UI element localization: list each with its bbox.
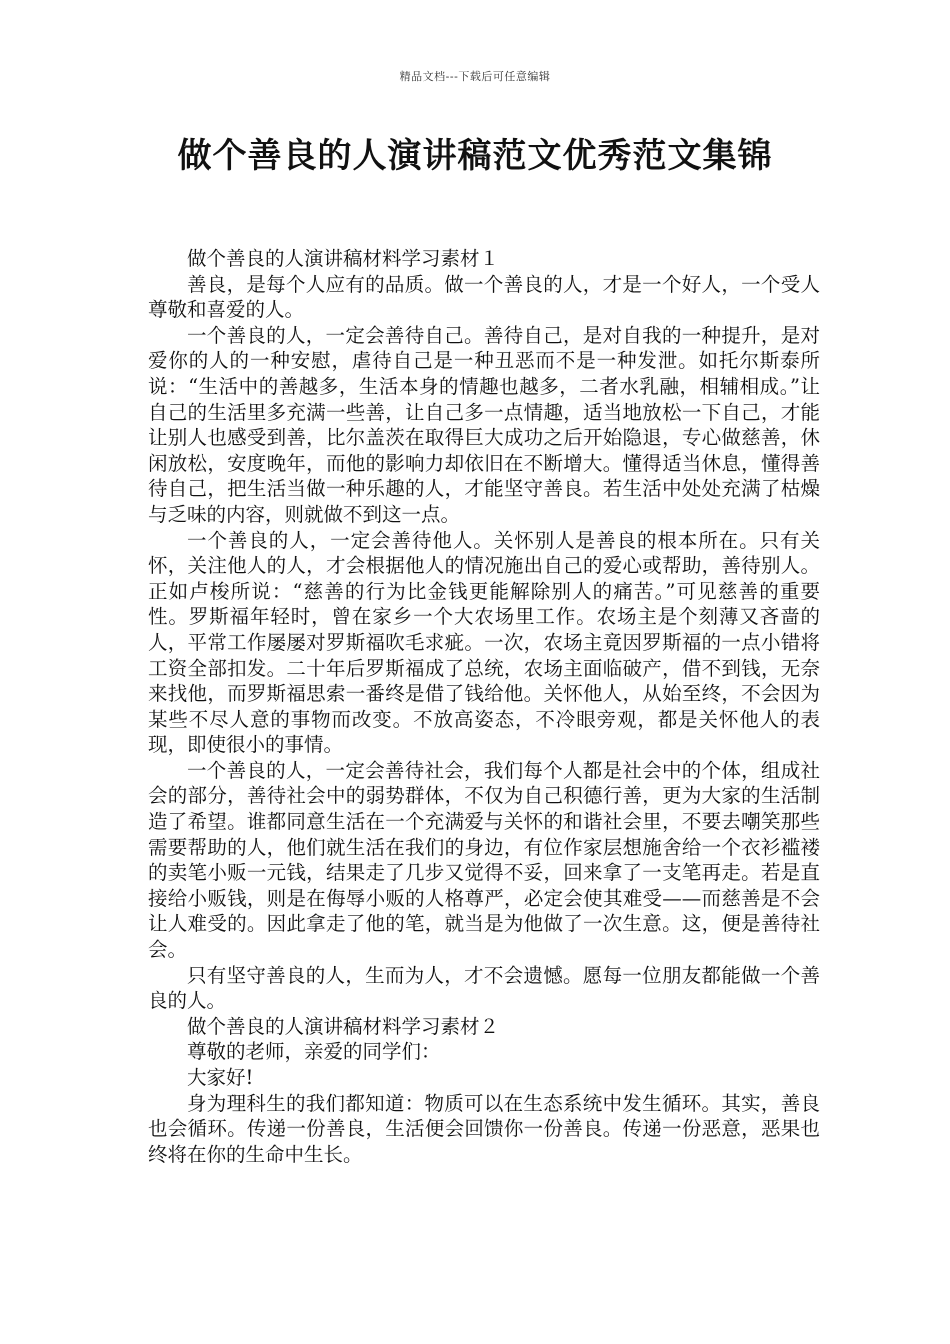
salutation: 尊敬的老师，亲爱的同学们： — [187, 1040, 441, 1064]
body-paragraph: 身为理科生的我们都知道：物质可以在生态系统中发生循环。其实，善良也会循环。传递一份善良，生活便会回馈你一份善良。传递一份恶意，恶果也终将在你的生命中生长。 — [148, 1091, 820, 1166]
header-note: 精品文档---下载后可任意编辑 — [399, 70, 551, 83]
section-heading-2: 做个善良的人演讲稿材料学习素材２ — [187, 1014, 500, 1038]
body-paragraph: 一个善良的人，一定会善待自己。善待自己，是对自我的一种提升，是对爱你的人的一种安慰，虐待自己是一种丑恶而不是一种发泄。如托尔斯泰所说：“生活中的善越多，生活本身的情趣也越多，二者水乳融，相辅相成。”让自己的生活里多充满一些善，让自己多一点情趣，适当地放松一下自己，才能让别人也感受到善，比尔盖茨在取得巨大成功之后开始隐退，专心做慈善，休闲放松，安度晚年，而他的影响力却依旧在不断增大。懂得适当休息，懂得善待自己，把生活当做一种乐趣的人，才能坚守善良。若生活中处处充满了枯燥与乏味的内容，则就做不到这一点。 — [148, 323, 820, 526]
body-paragraph: 一个善良的人，一定会善待社会，我们每个人都是社会中的个体，组成社会的部分，善待社会中的弱势群体，不仅为自己积德行善，更为大家的生活制造了希望。谁都同意生活在一个充满爱与关怀的和谐社会里，不要去嘲笑那些需要帮助的人，他们就生活在我们的身边，有位作家层想施舍给一个衣衫褴褛的卖笔小贩一元钱，结果走了几步又觉得不妥，回来拿了一支笔再走。若是直接给小贩钱，则是在侮辱小贩的人格尊严，必定会使其难受——而慈善是不会让人难受的。因此拿走了他的笔，就当是为他做了一次生意。这，便是善待社会。 — [148, 758, 820, 962]
body-paragraph: 一个善良的人，一定会善待他人。关怀别人是善良的根本所在。只有关怀，关注他人的人，才会根据他人的情况施出自己的爱心或帮助，善待别人。正如卢梭所说：“慈善的行为比金钱更能解除别人的痛苦。”可见慈善的重要性。罗斯福年轻时，曾在家乡一个大农场里工作。农场主是个刻薄又吝啬的人，平常工作屡屡对罗斯福吹毛求疵。一次，农场主竟因罗斯福的一点小错将工资全部扣发。二十年后罗斯福成了总统，农场主面临破产，借不到钱，无奈来找他，而罗斯福思索一番终是借了钱给他。关怀他人，从始至终，不会因为某些不尽人意的事物而改变。不放高姿态，不冷眼旁观，都是关怀他人的表现，即使很小的事情。 — [148, 528, 820, 757]
body-paragraph: 善良，是每个人应有的品质。做一个善良的人，才是一个好人，一个受人尊敬和喜爱的人。 — [148, 272, 820, 322]
greeting: 大家好! — [187, 1066, 254, 1089]
section-heading-1: 做个善良的人演讲稿材料学习素材１ — [187, 247, 500, 270]
body-paragraph: 只有坚守善良的人，生而为人，才不会遗憾。愿每一位朋友都能做一个善良的人。 — [148, 963, 820, 1013]
document-title: 做个善良的人演讲稿范文优秀范文集锦 — [177, 136, 773, 176]
document-body — [148, 246, 820, 1167]
